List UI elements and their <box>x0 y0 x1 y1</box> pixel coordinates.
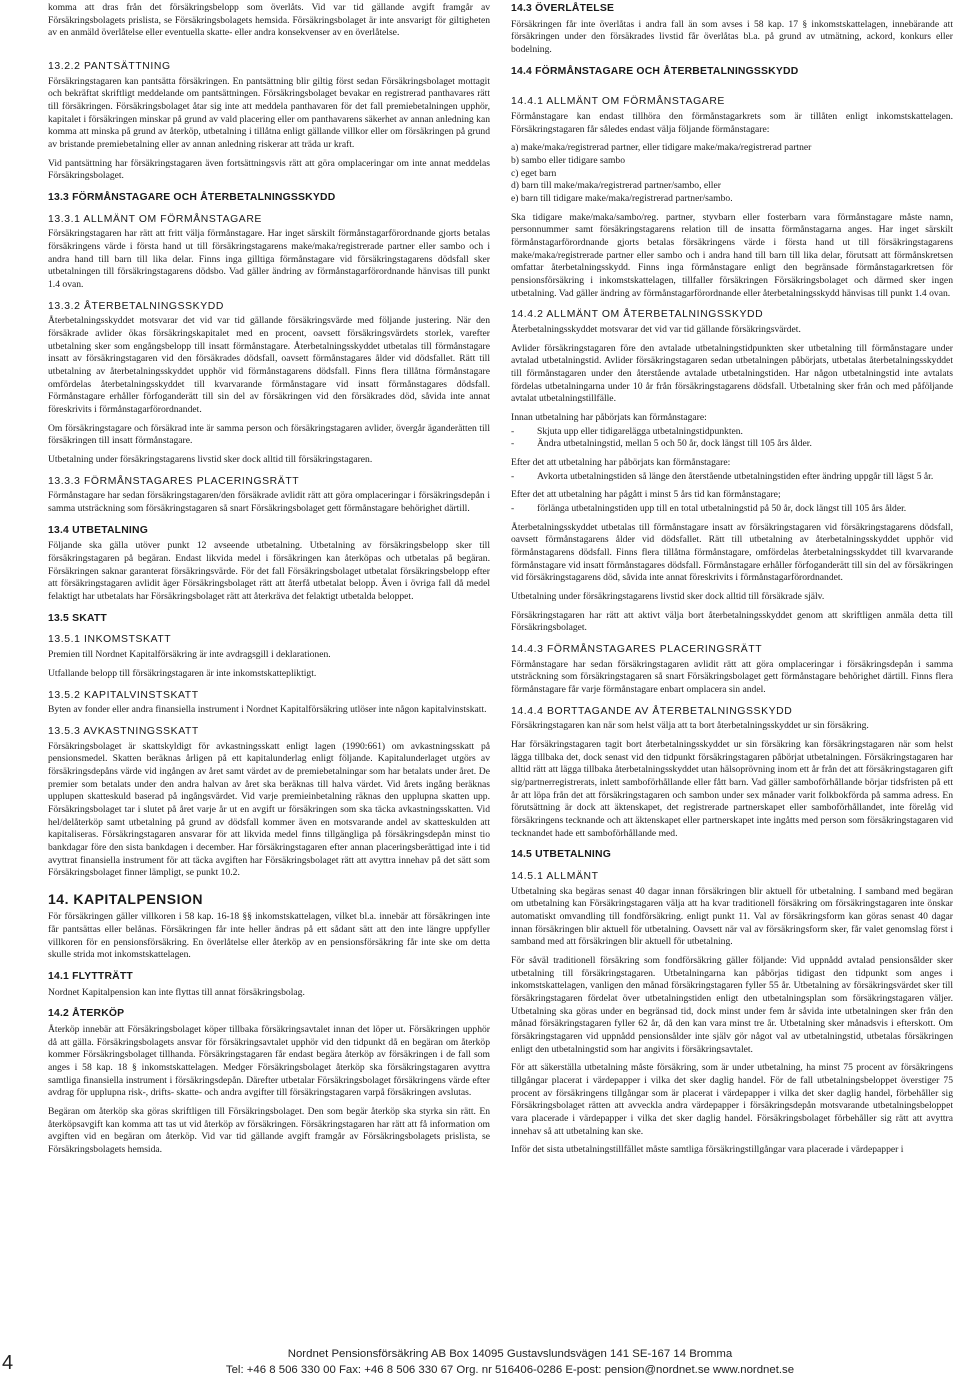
paragraph: Följande ska gälla utöver punkt 12 avseende utbetalning. Utbetalning av försäkringsbelopp sker till försäkringstagaren på begäran. Endast likvida medel i försäkringen kan återköpas och utbetalas på begäran. Försäkringen saknar garanterat försäkringsvärde. För det fall Försäkringsbolaget utbetalat försäkringsbelopp efter att försäkringstagaren avlidit äger Försäkringsbolaget rätt att återfå utbetalat belopp. Även i övriga fall då medel felaktigt har utbetalats har Försäkringsbolaget rätt att återkräva det felaktigt utbetalda beloppet. <box>48 540 490 603</box>
heading-13-5: 13.5 SKATT <box>48 612 107 624</box>
paragraph: För försäkringen gäller villkoren i 58 kap. 16-18 §§ inkomstskattelagen, vilket bl.a. innebär att försäkringen inte får pantsättas eller belånas. Försäkringen får inte heller ändras på ett sådant sätt att den inte längre uppfyller villkoren för en pensionsförsäkring. En överlåtelse eller återköp av en pensionsförsäkring får inte ske om detta skulle strida mot inkomstskattelagen. <box>48 911 490 961</box>
paragraph: Försäkringstagaren kan pantsätta försäkringen. En pantsättning blir giltig först sedan Försäkringsbolaget mottagit och bekräftat skriftligt meddelande om pantsättningen. Försäkringsbolaget bevakar en registrerad panthavares rätt till försäkringen. Försäkringsbolaget åtar sig inte att meddela panthavaren för det fall premiebetalningen upphör, kapitalet i försäkringen minskar på grund av vald placering eller om panthavarens säkerhet av annan anledning kan komma att minska på grund av återköp, utbetalning i tillåtna enligt gällande villkor eller om försäkringen på grund av bristande premiebetalning eller av annan anledning riskerar att träda ur kraft. <box>48 75 490 150</box>
beneficiary-list <box>511 142 953 205</box>
dash-list <box>511 471 953 484</box>
list-item: c) eget barn <box>511 167 557 179</box>
paragraph: Begäran om återköp ska göras skriftligen till Försäkringsbolaget. Den som begär återköp ska styrka sin rätt. En återköpsavgift kan komma att tas ut vid återköp av försäkringen. Försäkringstagaren har rätt att få information om avgiften vid en begäran om återköp. Vid var tid gällande avgift framgår av Försäkringsbolagets prislista, se Försäkringsbolagets hemsida. <box>48 1106 490 1155</box>
paragraph: Efter det att utbetalning har påbörjats kan förmånstagare: <box>511 457 731 468</box>
list-item: - Ändra utbetalningstid, mellan 5 och 50 år, dock längst till 105 års ålder. <box>511 438 953 451</box>
list-item: - förlänga utbetalningstiden upp till en total utbetalningstid på 50 år, dock längst till 105 års ålder. <box>511 503 953 516</box>
list-item: a) make/maka/registrerad partner, eller tidigare make/maka/registrerad partner <box>511 142 812 154</box>
paragraph: Återköp innebär att Försäkringsbolaget köper tillbaka försäkringsavtalet innan det löper ut. Försäkringen upphör då att gälla. Försäkringsbolagets ansvar för försäkringsavtalet upphör vid den tidpunkt då en begäran om återköp kommer Försäkringsbolaget tillhanda. Försäkringstagaren får endast begära återköp av försäkringen i de fall som anges i 58 kap. 18 § inkomstskattelagen. Medger Försäkringsbolaget återköp ska försäkringstagaren avyttra samtliga finansiella instrument i försäkringsdepån. Därefter utbetalar Försäkringsbolaget försäkringens värde efter avdrag för upplupna risk-, drifts- skatte- och andra avgifter till försäkringstagaren varpå försäkringen avslutas. <box>48 1024 490 1099</box>
paragraph: Återbetalningsskyddet motsvarar det vid var tid gällande försäkringsvärde med följande justering. När den försäkrade avlider ökas försäkringskapitalet med en procent, oavsett försäkringsvärdets storlek, varefter utbetalning sker som engångsbelopp till insatt förmånstagare. Återbetalningsskyddet utbetalas till förmånstagare insatt av försäkringstagaren vid den försäkrades dödsfall, oavsett förmånstagares ålder vid dödsfallet. Rätt till utbetalning av återbetalningsskyddet upphör vid förmånstagarens dödsfall. Finns flera tillåtna förmånstagare omfördelas återbetalningsskyddet till kvarvarande förmånstagare vid insatt förmånstagares dödsfall. Förmånstagare erhåller förfoganderätt till sin del av försäkringen vid den försäkrades död, såvida inte annat föreskrivits i förmånstagarförordnandet. <box>48 315 490 416</box>
paragraph: Utbetalning ska begäras senast 40 dagar innan försäkringen blir aktuell för utbetalning. I samband med begäran om utbetalning kan Försäkringstagaren välja att ha kvar traditionell försäkring om försäkringstagaren inte önskar automatiskt omvandling till fondförsäkring. enligt punkt 11. Val av försäkringsform kan göras senast 40 dagar innan försäkringen blir aktuell för utbetalning. Oavsett när val av försäkringsform sker, får valet genomslag först i samband med att försäkringen blir aktuell för utbetalning. <box>511 885 953 948</box>
paragraph: Om försäkringstagare och försäkrad inte är samma person och försäkringstagaren avlider, övergår äganderätten till försäkringen till insatt förmånstagare. <box>48 422 490 447</box>
heading-14-5-1: 14.5.1 ALLMÄNT <box>511 870 599 882</box>
paragraph: Innan utbetalning har påbörjats kan förmånstagare: <box>511 412 707 424</box>
paragraph: Vid pantsättning har försäkringstagaren även fortsättningsvis rätt att göra omplaceringar om inte annat meddelas Försäkringsbolaget. <box>48 157 490 182</box>
right-column <box>511 2 953 1163</box>
paragraph: Byten av fonder eller andra finansiella instrument i Nordnet Kapitalförsäkring utlöser inte någon kapitalvinstskatt. <box>48 704 487 716</box>
heading-14-1: 14.1 FLYTTRÄTT <box>48 970 133 982</box>
heading-14-4-2: 14.4.2 ALLMÄNT OM ÅTERBETALNINGSSKYDD <box>511 309 764 321</box>
heading-14: 14. KAPITALPENSION <box>48 890 203 907</box>
list-item-text: Skjuta upp eller tidigarelägga utbetalningstidpunkten. <box>537 425 743 437</box>
paragraph: Försäkringstagaren har rätt att aktivt välja bort återbetalningsskyddet genom att skriftligen anmäla detta till Försäkringsbolaget. <box>511 609 953 634</box>
heading-13-5-2: 13.5.2 KAPITALVINSTSKATT <box>48 689 199 701</box>
paragraph: Förmånstagare har sedan försäkringstagaren/den försäkrade avlidit rätt att göra omplaceringar i försäkringsdepån i samma utsträckning som försäkringstagaren så snart Försäkringsbolaget gett förmånstagare behörighet därtill. <box>48 490 490 515</box>
paragraph: Återbetalningsskyddet utbetalas till förmånstagare insatt av försäkringstagaren vid försäkringstagarens dödsfall, oavsett förmånstagarens ålder vid dödsfallet. Rätt till utbetalning av återbetalningsskyddet upphör vid förmånstagarens dödsfall. Finns flera tillåtna förmånstagare, omfördelas återbetalningsskyddet till kvarvarande förmånstagare vid insatt förmånstagares dödsfall. Förmånstagare erhåller förfoganderätt till sin del av försäkringen vid försäkringstagarens död, såvida inte annat föreskrivits i förmånstagarförordnandet. <box>511 521 953 584</box>
paragraph: Har försäkringstagaren tagit bort återbetalningsskyddet ur sin försäkring kan försäkringstagaren när som helst lägga tillbaka det, dock senast vid den tidpunkt försäkringstagaren påbörjat utbetalningen. Försäkringstagaren har alltid rätt att lägga tillbaka återbetalningsskyddet utan hälsoprövning inom ett år från det att försäkringstagaren gift sig/partnerregistrerats, inlett samboförhållande eller fått barn. Vad gäller samboförhållande börjar tidsfristen på ett år att löpa från det att försäkringstagaren och sambon under sex månader varit folkbokförda på samma adress. En förutsättning är dock att äktenskapet, det registrerade partnerskapet eller samboförhållandet, inte förelåg vid försäkringens tecknande och att äktenskapet eller partnerskapet inte ingåtts med person som försäkringstagaren vid tecknandet hade ett samboförhållande med. <box>511 738 953 839</box>
page-number: 4 <box>2 1352 14 1374</box>
list-item: - Avkorta utbetalningstiden så länge den återstående utbetalningstiden efter ändring uppgår till lägst 5 år. <box>511 471 953 484</box>
paragraph: Förmånstagare har sedan försäkringstagaren avlidit rätt att göra omplaceringar i försäkringsdepån i samma utsträckning som försäkringstagaren så snart Försäkringsbolaget gett förmånstagare behörighet därtill. Finns flera förmånstagare får varje förmånstagare enbart omplacera sin andel. <box>511 658 953 695</box>
heading-13-5-1: 13.5.1 INKOMSTSKATT <box>48 634 172 646</box>
heading-13-3-2: 13.3.2 ÅTERBETALNINGSSKYDD <box>48 300 224 312</box>
heading-14-4-1: 14.4.1 ALLMÄNT OM FÖRMÅNSTAGARE <box>511 96 725 108</box>
heading-13-3-3: 13.3.3 FÖRMÅNSTAGARES PLACERINGSRÄTT <box>48 475 300 487</box>
list-item: b) sambo eller tidigare sambo <box>511 155 626 167</box>
paragraph: För såväl traditionell försäkring som fondförsäkring gäller följande: Vid uppnådd avtalad pensionsålder sker utbetalning till försäkringstagaren. Utbetalningarna kan påbörjas tidigast den tidpunkt som anges i inkomstskattelagen, vanligen den månad försäkringstagaren fyller 55 år. Utbetalning av försäkringsvärdet sker till försäkringstagaren fördelat över utbetalningstiden enligt den utbetalningsplan som försäkringstagaren väljer. Utbetalning ska göras under en begränsad tid, dock minst under fem år såvida inte utbetalningen sker från den månad försäkringstagaren fyller 62 år, då den kan vara minst tre år. Utbetalning sker månadsvis i efterskott. Om försäkringstagaren vid uppnådd pensionsålder inte själv gör något val av utbetalningstid, utbetalas försäkringen enligt den utbetalningstid som har angivits i försäkringsavtalet. <box>511 954 953 1055</box>
heading-14-5: 14.5 UTBETALNING <box>511 849 611 861</box>
paragraph: Återbetalningsskyddet motsvarar det vid var tid gällande försäkringsvärdet. <box>511 324 801 336</box>
heading-13-4: 13.4 UTBETALNING <box>48 524 148 536</box>
list-item: d) barn till make/maka/registrerad partner/sambo, eller <box>511 180 721 192</box>
heading-13-2-2: 13.2.2 PANTSÄTTNING <box>48 60 171 72</box>
paragraph: Försäkringsbolaget är skattskyldigt för avkastningsskatt enligt lagen (1990:661) om avkastningsskatt på pensionsmedel. Skatten beräknas årligen på ett kapitalunderlag enligt följande. Kapitalunderlaget utgörs av försäkringsdepåns värde vid ingången av året samt värdet av de premiebetalningar som har betalats under året. De premier som betalats under den andra halvan av året ska beräknas till halva värdet. Vid årets ingång beräknas upplupen skatteskuld baserad på ingångsvärdet. Vid varje premieinbetalning räknas den upplupna skatten upp. Försäkringsbolaget tar i slutet på året varje år ut en avgift ur försäkringen som ska täcka avkastningsskatten. Vid hel/delåterköp samt utbetalning på grund av dödsfall kommer även en motsvarande andel av skatteskulden att kapitaliseras. Försäkringstagaren ansvarar för att likvida medel finns tillgängliga på försäkringsdepån minst tio bankdagar före den sista bankdagen i december. Har försäkringstagaren efter annan placeringsberättigad inte i tid avyttrat finansiella instrument för att täcka avgiften har Försäkringsbolaget rätt att avyttra innehav på det sätt som Försäkringsbolaget finner lämpligt, se punkt 10.2. <box>48 740 490 879</box>
paragraph: Avlider försäkringstagaren före den avtalade utbetalningstidpunkten sker utbetalning till förmånstagare under avtalad utbetalningstid. Avlider försäkringstagaren sedan utbetalningen påbörjats, utbetalas återbetalningsskyddet till förmånstagaren under den återstående avtalade utbetalningstiden. Har någon utbetalningstid inte avtalats fördelas utbetalningarna under 10 år från försäkringstagarens dödsfall. Utbetalning sker från och med påföljande avtalat utbetalningstillfälle. <box>511 342 953 405</box>
list-item-text: förlänga utbetalningstiden upp till en total utbetalningstid på 50 år, dock längst till 105 års ålder. <box>537 502 907 514</box>
paragraph: Utfallande belopp till försäkringstagaren är inte inkomstskattepliktigt. <box>48 667 317 679</box>
paragraph: Försäkringstagaren kan när som helst välja att ta bort återbetalningsskyddet ur sin försäkring. <box>511 720 869 732</box>
paragraph: Försäkringstagaren har rätt att fritt välja förmånstagare. Har inget särskilt förmånstagarförordnande gjorts betalas försäkringens värde i första hand ut till försäkringstagarens make/maka/registrerade partner eller sambo och i andra hand till barn till lika delar. Finns inga gilltiga förmånstagare vid försäkringstagarens dödsfall sker utbetalningen till försäkringstagarens dödsbo. Vad gäller ändring av förmånstagarförordnande hänvisas till punkt 1.4 ovan. <box>48 228 490 291</box>
heading-13-3: 13.3 FÖRMÅNSTAGARE OCH ÅTERBETALNINGSSKYDD <box>48 191 336 203</box>
heading-13-5-3: 13.5.3 AVKASTNINGSSKATT <box>48 725 199 737</box>
heading-14-3: 14.3 ÖVERLÅTELSE <box>511 3 615 14</box>
paragraph: Inför det sista utbetalningstillfället måste samtliga försäkringstillgångar vara placerade i värdepapper i <box>511 1144 904 1156</box>
dash-list <box>511 503 953 516</box>
heading-13-3-1: 13.3.1 ALLMÄNT OM FÖRMÅNSTAGARE <box>48 213 262 225</box>
paragraph: Utbetalning under försäkringstagarens livstid sker dock alltid till försäkrade själv. <box>511 590 825 602</box>
heading-14-2: 14.2 ÅTERKÖP <box>48 1008 125 1020</box>
heading-14-4: 14.4 FÖRMÅNSTAGARE OCH ÅTERBETALNINGSSKYDD <box>511 65 799 77</box>
list-item-text: Ändra utbetalningstid, mellan 5 och 50 år, dock längst till 105 års ålder. <box>537 438 812 450</box>
paragraph: Utbetalning under försäkringstagarens livstid sker dock alltid till försäkringstagaren. <box>48 454 373 465</box>
footer-address: Nordnet Pensionsförsäkring AB Box 14095 Gustavslundsvägen 141 SE-167 14 Bromma <box>287 1348 733 1360</box>
list-item: e) barn till tidigare make/maka/registrerad partner/sambo. <box>511 193 733 205</box>
paragraph: Efter det att utbetalning har pågått i minst 5 års tid kan förmånstagare; <box>511 489 781 501</box>
intro-paragraph: komma att dras från det försäkringsbelopp som överlåts. Vid var tid gällande avgift framgår av Försäkringsbolagets prislista, se Försäkringsbolagets hemsida. Försäkringsbolaget är inte ansvarigt för giltigheten av en anmäld överlåtelse eller eventuella skatte- eller andra konsekvenser av en överlåtelse. <box>48 2 490 39</box>
paragraph: Förmånstagare kan endast tillhöra den förmånstagarkrets som är tillåten enligt inkomstskattelagen. Försäkringstagaren får således endast välja följande förmånstagare: <box>511 111 953 135</box>
paragraph: Försäkringen får inte överlåtas i andra fall än som avses i 58 kap. 17 § inkomstskattelagen, innebärande att försäkringen under den försäkrades livstid får överlåtas bl.a. på grund av utmätning, ackord, konkurs eller bodelning. <box>511 18 953 56</box>
paragraph: Premien till Nordnet Kapitalförsäkring är inte avdragsgill i deklarationen. <box>48 649 331 661</box>
left-column <box>48 2 490 1163</box>
paragraph: För att säkerställa utbetalning måste försäkring, som är under utbetalning, ha minst 75 procent av försäkringens tillgångar placerat i värdepapper i vilka det sker daglig handel. För de fall utbetalningsbeloppet överstiger 75 procent av försäkringens tillgångar som är placerat i värdepapper i vilka det sker daglig handel, förbehåller sig Försäkringsbolaget rätten att avveckla andra värdepapper i försäkringsdepån motsvarande utbetalningsbeloppet vara placerade i värdepapper i vilka det sker daglig handel. Försäkringsbolaget förbehåller sig rätt att avyttra innehav så att utbetalning kan ske. <box>511 1062 953 1137</box>
list-item: - Skjuta upp eller tidigarelägga utbetalningstidpunkten. <box>511 426 953 439</box>
footer-contact: Tel: +46 8 506 330 00 Fax: +46 8 506 330 67 Org. nr 516406-0286 E-post: pension@nordnet.se www.nordnet.se <box>225 1364 795 1376</box>
paragraph: Nordnet Kapitalpension kan inte flyttas till annat försäkringsbolag. <box>48 986 305 998</box>
list-item-text: Avkorta utbetalningstiden så länge den återstående utbetalningstiden efter ändring uppgår till lägst 5 år. <box>537 470 934 482</box>
heading-14-4-4: 14.4.4 BORTTAGANDE AV ÅTERBETALNINGSSKYDD <box>511 705 793 717</box>
paragraph: Ska tidigare make/maka/sambo/reg. partner, styvbarn eller fosterbarn vara förmånstagare måste namn, personnummer samt försäkringstagarens relation till de insatta förmånstagarna anges. Har inget särskilt förmånstagarförordnande gjorts betalas försäkringens värde i första hand ut till försäkringstagarens make/maka/registrerade partner eller sambo och i andra hand till barn till lika delar, förutsatt att förmånskretsen omfattar återbetalningsskydd. Finns inga förmånstagare enligt den begränsade förmånstagarkretsen för pensionsförsäkring i inkomstskattelagen, tillfaller försäkringen Försäkringsbolaget och därmed sker ingen utbetalning. Vad gäller ändring av förmånstagarförordnande eller återbetalningsskydd hänvisas till punkt 1.4 ovan. <box>511 211 953 299</box>
heading-14-4-3: 14.4.3 FÖRMÅNSTAGARES PLACERINGSRÄTT <box>511 643 763 655</box>
dash-list <box>511 426 953 451</box>
